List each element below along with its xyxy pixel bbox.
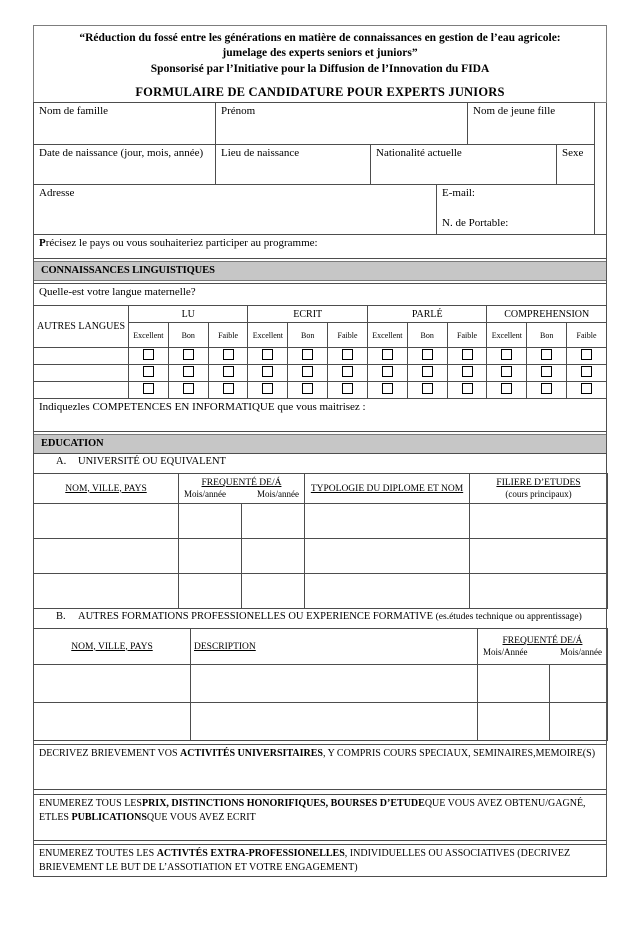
extra-activities-block bbox=[33, 844, 607, 877]
checkbox[interactable] bbox=[143, 383, 154, 394]
rating-cell bbox=[487, 382, 527, 399]
rating-header: Bon bbox=[527, 323, 567, 348]
table-a-col-name-label: NOM, VILLE, PAYS bbox=[65, 483, 147, 494]
university-section-title bbox=[34, 454, 607, 474]
field-birth-date-label: Date de naissance (jour, mois, année) bbox=[39, 147, 204, 159]
rating-cell bbox=[567, 365, 607, 382]
field-address[interactable] bbox=[34, 185, 437, 235]
rating-cell bbox=[208, 348, 248, 365]
table-a-input-cell[interactable] bbox=[305, 504, 470, 539]
sponsor-line: Sponsorisé par l’Initiative pour la Diffusion de l’Innovation du FIDA bbox=[150, 62, 490, 75]
skill-header-written: ECRIT bbox=[248, 306, 367, 323]
field-email-label: E-mail: bbox=[442, 187, 475, 199]
university-activities-post: , Y COMPRIS COURS SPECIAUX, SEMINAIRES,MEMOIRE(S) bbox=[322, 748, 596, 759]
rating-header: Excellent bbox=[129, 323, 169, 348]
rating-cell bbox=[527, 382, 567, 399]
field-first-name-label: Prénom bbox=[221, 105, 256, 117]
birth-row bbox=[33, 144, 595, 185]
skill-header-spoken: PARLÉ bbox=[367, 306, 486, 323]
country-preference-label: récisez le pays ou vous souhaiteriez participer au programme: bbox=[45, 237, 318, 249]
prizes-bold1: PRIX, DISTINCTIONS HONORIFIQUES, BOURSES D’ETUDE bbox=[141, 798, 425, 809]
program-quote-line1: “Réduction du fossé entre les générations en matière de connaissances en gestion de l’eau agricole: bbox=[79, 32, 561, 44]
rating-cell bbox=[447, 382, 487, 399]
rating-cell bbox=[248, 382, 288, 399]
table-a-col-diploma bbox=[305, 474, 470, 504]
country-preference-initial: P bbox=[39, 237, 46, 249]
university-section-row bbox=[33, 453, 607, 474]
university-activities-pre: DECRIVEZ BRIEVEMENT VOS bbox=[39, 748, 181, 759]
rating-cell bbox=[288, 365, 328, 382]
section-a-index: A. bbox=[56, 456, 67, 467]
rating-cell bbox=[288, 382, 328, 399]
field-sex-label: Sexe bbox=[562, 147, 584, 159]
extra-activities-post: , INDIVIDUELLES OU ASSOCIATIVES (DECRIVEZ BRIEVEMENT LE BUT DE L’ASSOTIATION ET VOTRE ENGAGEMENT) bbox=[39, 848, 571, 873]
mother-tongue-row bbox=[33, 283, 607, 306]
table-b-col-dates-to: Mois/année bbox=[560, 647, 602, 657]
checkbox[interactable] bbox=[183, 349, 194, 360]
name-row bbox=[33, 102, 595, 145]
university-activities-bold: ACTIVITÉS UNIVERSITAIRES bbox=[180, 748, 323, 759]
table-a-input-cell[interactable] bbox=[242, 574, 305, 609]
checkbox[interactable] bbox=[143, 349, 154, 360]
checkbox[interactable] bbox=[223, 383, 234, 394]
checkbox[interactable] bbox=[223, 366, 234, 377]
table-b-input-cell[interactable] bbox=[191, 703, 478, 741]
form-title: FORMULAIRE DE CANDIDATURE POUR EXPERTS JUNIORS bbox=[135, 84, 505, 99]
rating-cell bbox=[407, 365, 447, 382]
field-last-name-label: Nom de famille bbox=[39, 105, 109, 117]
checkbox[interactable] bbox=[223, 349, 234, 360]
rating-header: Excellent bbox=[487, 323, 527, 348]
rating-cell bbox=[527, 365, 567, 382]
application-form-page bbox=[33, 25, 607, 877]
checkbox[interactable] bbox=[342, 383, 353, 394]
university-table bbox=[33, 473, 608, 609]
form-header bbox=[33, 25, 607, 103]
rating-cell bbox=[367, 348, 407, 365]
table-b-col-name bbox=[34, 629, 191, 665]
language-name-cell[interactable] bbox=[34, 382, 129, 399]
checkbox[interactable] bbox=[501, 349, 512, 360]
section-header-languages: CONNAISSANCES LINGUISTIQUES bbox=[33, 261, 607, 281]
checkbox[interactable] bbox=[541, 366, 552, 377]
field-prizes[interactable] bbox=[34, 795, 607, 841]
language-skills-table bbox=[33, 305, 607, 399]
table-a-col-field-label: FILIERE D’ETUDES bbox=[496, 478, 581, 488]
table-a-col-dates bbox=[179, 474, 305, 504]
table-a-input-cell[interactable] bbox=[242, 504, 305, 539]
rating-cell bbox=[567, 382, 607, 399]
checkbox[interactable] bbox=[541, 383, 552, 394]
table-b-input-cell[interactable] bbox=[478, 665, 550, 703]
rating-cell bbox=[487, 365, 527, 382]
rating-cell bbox=[407, 348, 447, 365]
rating-cell bbox=[328, 365, 368, 382]
rating-header: Faible bbox=[447, 323, 487, 348]
address-row bbox=[33, 184, 595, 235]
table-b-col-name-label: NOM, VILLE, PAYS bbox=[71, 641, 153, 652]
field-mother-tongue-label: Quelle-est votre langue maternelle? bbox=[39, 286, 196, 298]
checkbox[interactable] bbox=[581, 349, 592, 360]
rating-cell bbox=[407, 382, 447, 399]
rating-cell bbox=[367, 382, 407, 399]
checkbox[interactable] bbox=[422, 366, 433, 377]
rating-cell bbox=[248, 348, 288, 365]
rating-header: Excellent bbox=[248, 323, 288, 348]
section-a-title: UNIVERSITÉ OU EQUIVALENT bbox=[78, 456, 226, 467]
rating-header: Bon bbox=[407, 323, 447, 348]
university-activities-block bbox=[33, 744, 607, 790]
field-country-preference[interactable] bbox=[34, 235, 607, 259]
checkbox[interactable] bbox=[501, 383, 512, 394]
checkbox[interactable] bbox=[462, 383, 473, 394]
table-b-col-dates-label: FREQUENTÉ DE/Á bbox=[502, 636, 583, 646]
rating-cell bbox=[168, 348, 208, 365]
rating-cell bbox=[527, 348, 567, 365]
checkbox[interactable] bbox=[581, 366, 592, 377]
field-birth-place[interactable] bbox=[216, 145, 371, 185]
rating-cell bbox=[129, 382, 169, 399]
section-b-title: AUTRES FORMATIONS PROFESSIONELLES OU EXPERIENCE FORMATIVE bbox=[78, 611, 436, 622]
country-preference-row bbox=[33, 234, 607, 259]
field-birth-date[interactable] bbox=[34, 145, 216, 185]
table-b-input-cell[interactable] bbox=[34, 665, 191, 703]
rating-cell bbox=[447, 348, 487, 365]
rating-cell bbox=[328, 348, 368, 365]
checkbox[interactable] bbox=[302, 349, 313, 360]
table-a-input-cell[interactable] bbox=[179, 574, 242, 609]
table-a-col-field-sub: (cours principaux) bbox=[505, 489, 572, 499]
rating-header: Faible bbox=[328, 323, 368, 348]
checkbox[interactable] bbox=[302, 383, 313, 394]
table-a-input-cell[interactable] bbox=[470, 574, 608, 609]
rating-cell bbox=[208, 365, 248, 382]
field-mobile-label: N. de Portable: bbox=[442, 217, 509, 229]
field-nationality-label: Nationalité actuelle bbox=[376, 147, 462, 159]
rating-cell bbox=[328, 382, 368, 399]
table-a-input-cell[interactable] bbox=[179, 504, 242, 539]
table-b-input-cell[interactable] bbox=[550, 665, 608, 703]
checkbox[interactable] bbox=[262, 366, 273, 377]
prizes-pre: ENUMEREZ TOUS LES bbox=[39, 798, 142, 809]
table-b-input-cell[interactable] bbox=[34, 703, 191, 741]
extra-activities-pre: ENUMEREZ TOUTES LES bbox=[39, 848, 157, 859]
field-last-name[interactable] bbox=[34, 103, 216, 145]
section-b-note: (es.études technique ou apprentissage) bbox=[435, 612, 582, 622]
table-a-input-cell[interactable] bbox=[305, 539, 470, 574]
rating-header: Faible bbox=[567, 323, 607, 348]
table-a-col-dates-from: Mois/année bbox=[184, 489, 226, 499]
checkbox[interactable] bbox=[462, 349, 473, 360]
prizes-bold2: PUBLICATIONS bbox=[71, 811, 147, 823]
table-a-col-dates-to: Mois/année bbox=[257, 489, 299, 499]
prizes-mid: QUE VOUS AVEZ OBTENU/GAGNÉ, ETLES bbox=[39, 798, 586, 823]
section-b-index: B. bbox=[56, 611, 66, 622]
prizes-post: QUE VOUS AVEZ ECRIT bbox=[146, 811, 256, 823]
checkbox[interactable] bbox=[302, 366, 313, 377]
program-quote-line2: jumelage des experts seniors et juniors” bbox=[222, 46, 418, 59]
rating-header: Faible bbox=[208, 323, 248, 348]
checkbox[interactable] bbox=[501, 366, 512, 377]
rating-cell bbox=[288, 348, 328, 365]
other-trainings-section-title bbox=[34, 609, 607, 629]
table-a-input-cell[interactable] bbox=[470, 539, 608, 574]
checkbox[interactable] bbox=[262, 349, 273, 360]
table-a-input-cell[interactable] bbox=[34, 574, 179, 609]
checkbox[interactable] bbox=[342, 349, 353, 360]
rating-header: Excellent bbox=[367, 323, 407, 348]
table-a-col-field bbox=[470, 474, 608, 504]
table-a-input-cell[interactable] bbox=[470, 504, 608, 539]
field-nationality[interactable] bbox=[371, 145, 557, 185]
rating-cell bbox=[367, 365, 407, 382]
rating-cell bbox=[168, 382, 208, 399]
checkbox[interactable] bbox=[541, 349, 552, 360]
checkbox[interactable] bbox=[342, 366, 353, 377]
checkbox[interactable] bbox=[382, 366, 393, 377]
rating-cell bbox=[168, 365, 208, 382]
rating-cell bbox=[447, 365, 487, 382]
table-a-input-cell[interactable] bbox=[242, 539, 305, 574]
field-university-activities[interactable] bbox=[34, 745, 607, 790]
table-b-input-cell[interactable] bbox=[478, 703, 550, 741]
language-name-cell[interactable] bbox=[34, 348, 129, 365]
other-languages-header: AUTRES LANGUES bbox=[34, 306, 129, 348]
field-computer-skills[interactable] bbox=[34, 399, 607, 432]
field-extra-activities[interactable] bbox=[34, 845, 607, 877]
table-a-col-name bbox=[34, 474, 179, 504]
checkbox[interactable] bbox=[183, 383, 194, 394]
rating-cell bbox=[208, 382, 248, 399]
rating-cell bbox=[129, 365, 169, 382]
computer-skills-row bbox=[33, 398, 607, 432]
table-a-input-cell[interactable] bbox=[34, 504, 179, 539]
checkbox[interactable] bbox=[262, 383, 273, 394]
checkbox[interactable] bbox=[422, 383, 433, 394]
rating-cell bbox=[567, 348, 607, 365]
field-first-name[interactable] bbox=[216, 103, 468, 145]
field-address-label: Adresse bbox=[39, 187, 75, 199]
checkbox[interactable] bbox=[382, 349, 393, 360]
rating-cell bbox=[487, 348, 527, 365]
table-b-col-dates bbox=[478, 629, 608, 665]
checkbox[interactable] bbox=[143, 366, 154, 377]
other-trainings-table bbox=[33, 628, 608, 741]
rating-header: Bon bbox=[288, 323, 328, 348]
checkbox[interactable] bbox=[422, 349, 433, 360]
field-computer-skills-label: Indiquezles COMPETENCES EN INFORMATIQUE que vous maitrisez : bbox=[39, 401, 366, 413]
checkbox[interactable] bbox=[462, 366, 473, 377]
table-b-input-cell[interactable] bbox=[550, 703, 608, 741]
field-birth-place-label: Lieu de naissance bbox=[221, 147, 300, 159]
rating-cell bbox=[129, 348, 169, 365]
table-b-col-description bbox=[191, 629, 478, 665]
rating-header: Bon bbox=[168, 323, 208, 348]
checkbox[interactable] bbox=[382, 383, 393, 394]
rating-cell bbox=[248, 365, 288, 382]
table-b-col-dates-from: Mois/Année bbox=[483, 647, 528, 657]
extra-activities-bold: ACTIVTÉS EXTRA-PROFESSIONELLES bbox=[156, 848, 345, 859]
prizes-block bbox=[33, 794, 607, 841]
table-a-input-cell[interactable] bbox=[305, 574, 470, 609]
field-contact[interactable] bbox=[437, 185, 595, 235]
skill-header-read: LU bbox=[129, 306, 248, 323]
checkbox[interactable] bbox=[581, 383, 592, 394]
field-sex[interactable] bbox=[557, 145, 595, 185]
table-a-input-cell[interactable] bbox=[34, 539, 179, 574]
skill-header-comprehension: COMPREHENSION bbox=[487, 306, 607, 323]
checkbox[interactable] bbox=[183, 366, 194, 377]
table-a-col-dates-label: FREQUENTÉ DE/Á bbox=[201, 478, 282, 488]
table-b-input-cell[interactable] bbox=[191, 665, 478, 703]
table-a-input-cell[interactable] bbox=[179, 539, 242, 574]
table-b-col-description-label: DESCRIPTION bbox=[194, 641, 256, 652]
table-a-col-diploma-label: TYPOLOGIE DU DIPLOME ET NOM bbox=[310, 483, 464, 494]
section-header-education: EDUCATION bbox=[33, 434, 607, 454]
field-maiden-name-label: Nom de jeune fille bbox=[473, 105, 556, 117]
field-maiden-name[interactable] bbox=[468, 103, 595, 145]
other-trainings-section-row bbox=[33, 608, 607, 629]
field-mother-tongue[interactable] bbox=[34, 284, 607, 306]
language-name-cell[interactable] bbox=[34, 365, 129, 382]
